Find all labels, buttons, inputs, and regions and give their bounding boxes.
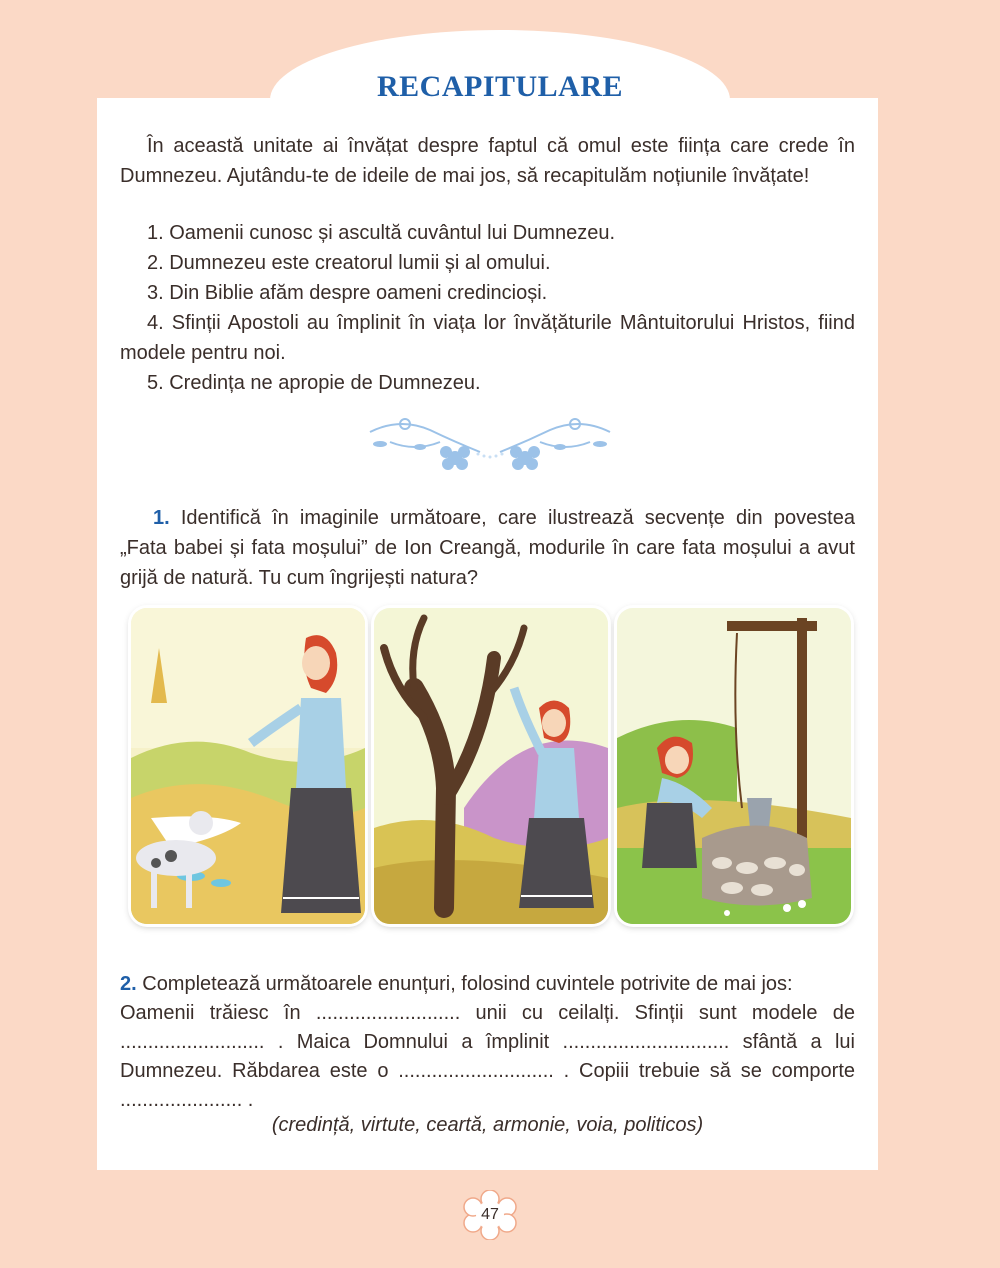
exercise-2-sentence: Oamenii trăiesc în .......................... unii cu ceilalți. Sfinții sunt modele de .......................... . Maica Domnului a împlinit .............................. sfântă a lui Dumnezeu. Răbdarea este o ............................ . Copiii trebuie să se comporte ...................... . — [120, 1002, 855, 1111]
recap-list — [120, 218, 855, 398]
recap-item: 2. Dumnezeu este creatorul lumii și al omului. — [147, 252, 551, 274]
exercise-1 — [120, 503, 855, 593]
recap-item: 5. Credința ne apropie de Dumnezeu. — [147, 372, 481, 394]
intro-paragraph: În această unitate ai învățat despre faptul că omul este ființa care crede în Dumnezeu. Ajutându-te de ideile de mai jos, să recapitulăm noțiunile învățate! — [120, 135, 855, 187]
illustration-girl-with-tree — [374, 608, 608, 924]
page-number-badge — [460, 1190, 520, 1240]
illustration-girl-with-dog — [131, 608, 365, 924]
page-title: RECAPITULARE — [376, 70, 624, 103]
exercise-1-text: Identifică în imaginile următoare, care ilustrează secvențe din povestea „Fata babei și fata moșului” de Ion Creangă, modurile în care fata moșului a avut grijă de natură. Tu cum îngrijești natura? — [120, 507, 855, 589]
recap-item: 1. Oamenii cunosc și ascultă cuvântul lui Dumnezeu. — [147, 222, 616, 244]
exercise-2 — [120, 970, 855, 1115]
recap-item: 4. Sfinții Apostoli au împlinit în viața lor învățăturile Mântuitorului Hristos, fiind modele pentru noi. — [120, 312, 855, 364]
exercise-2-number: 2. — [120, 973, 137, 995]
page-number: 47 — [481, 1206, 499, 1223]
exercise-2-instruction — [120, 970, 855, 999]
word-options: (credință, virtute, ceartă, armonie, voia, politicos) — [271, 1114, 704, 1136]
exercise-2-instruction-text: Completează următoarele enunțuri, folosind cuvintele potrivite de mai jos: — [136, 973, 793, 995]
recap-item: 3. Din Biblie afăm despre oameni credincioși. — [147, 282, 548, 304]
floral-ornament — [360, 412, 620, 474]
exercise-1-number: 1. — [153, 507, 170, 529]
illustration-girl-at-well — [617, 608, 851, 924]
